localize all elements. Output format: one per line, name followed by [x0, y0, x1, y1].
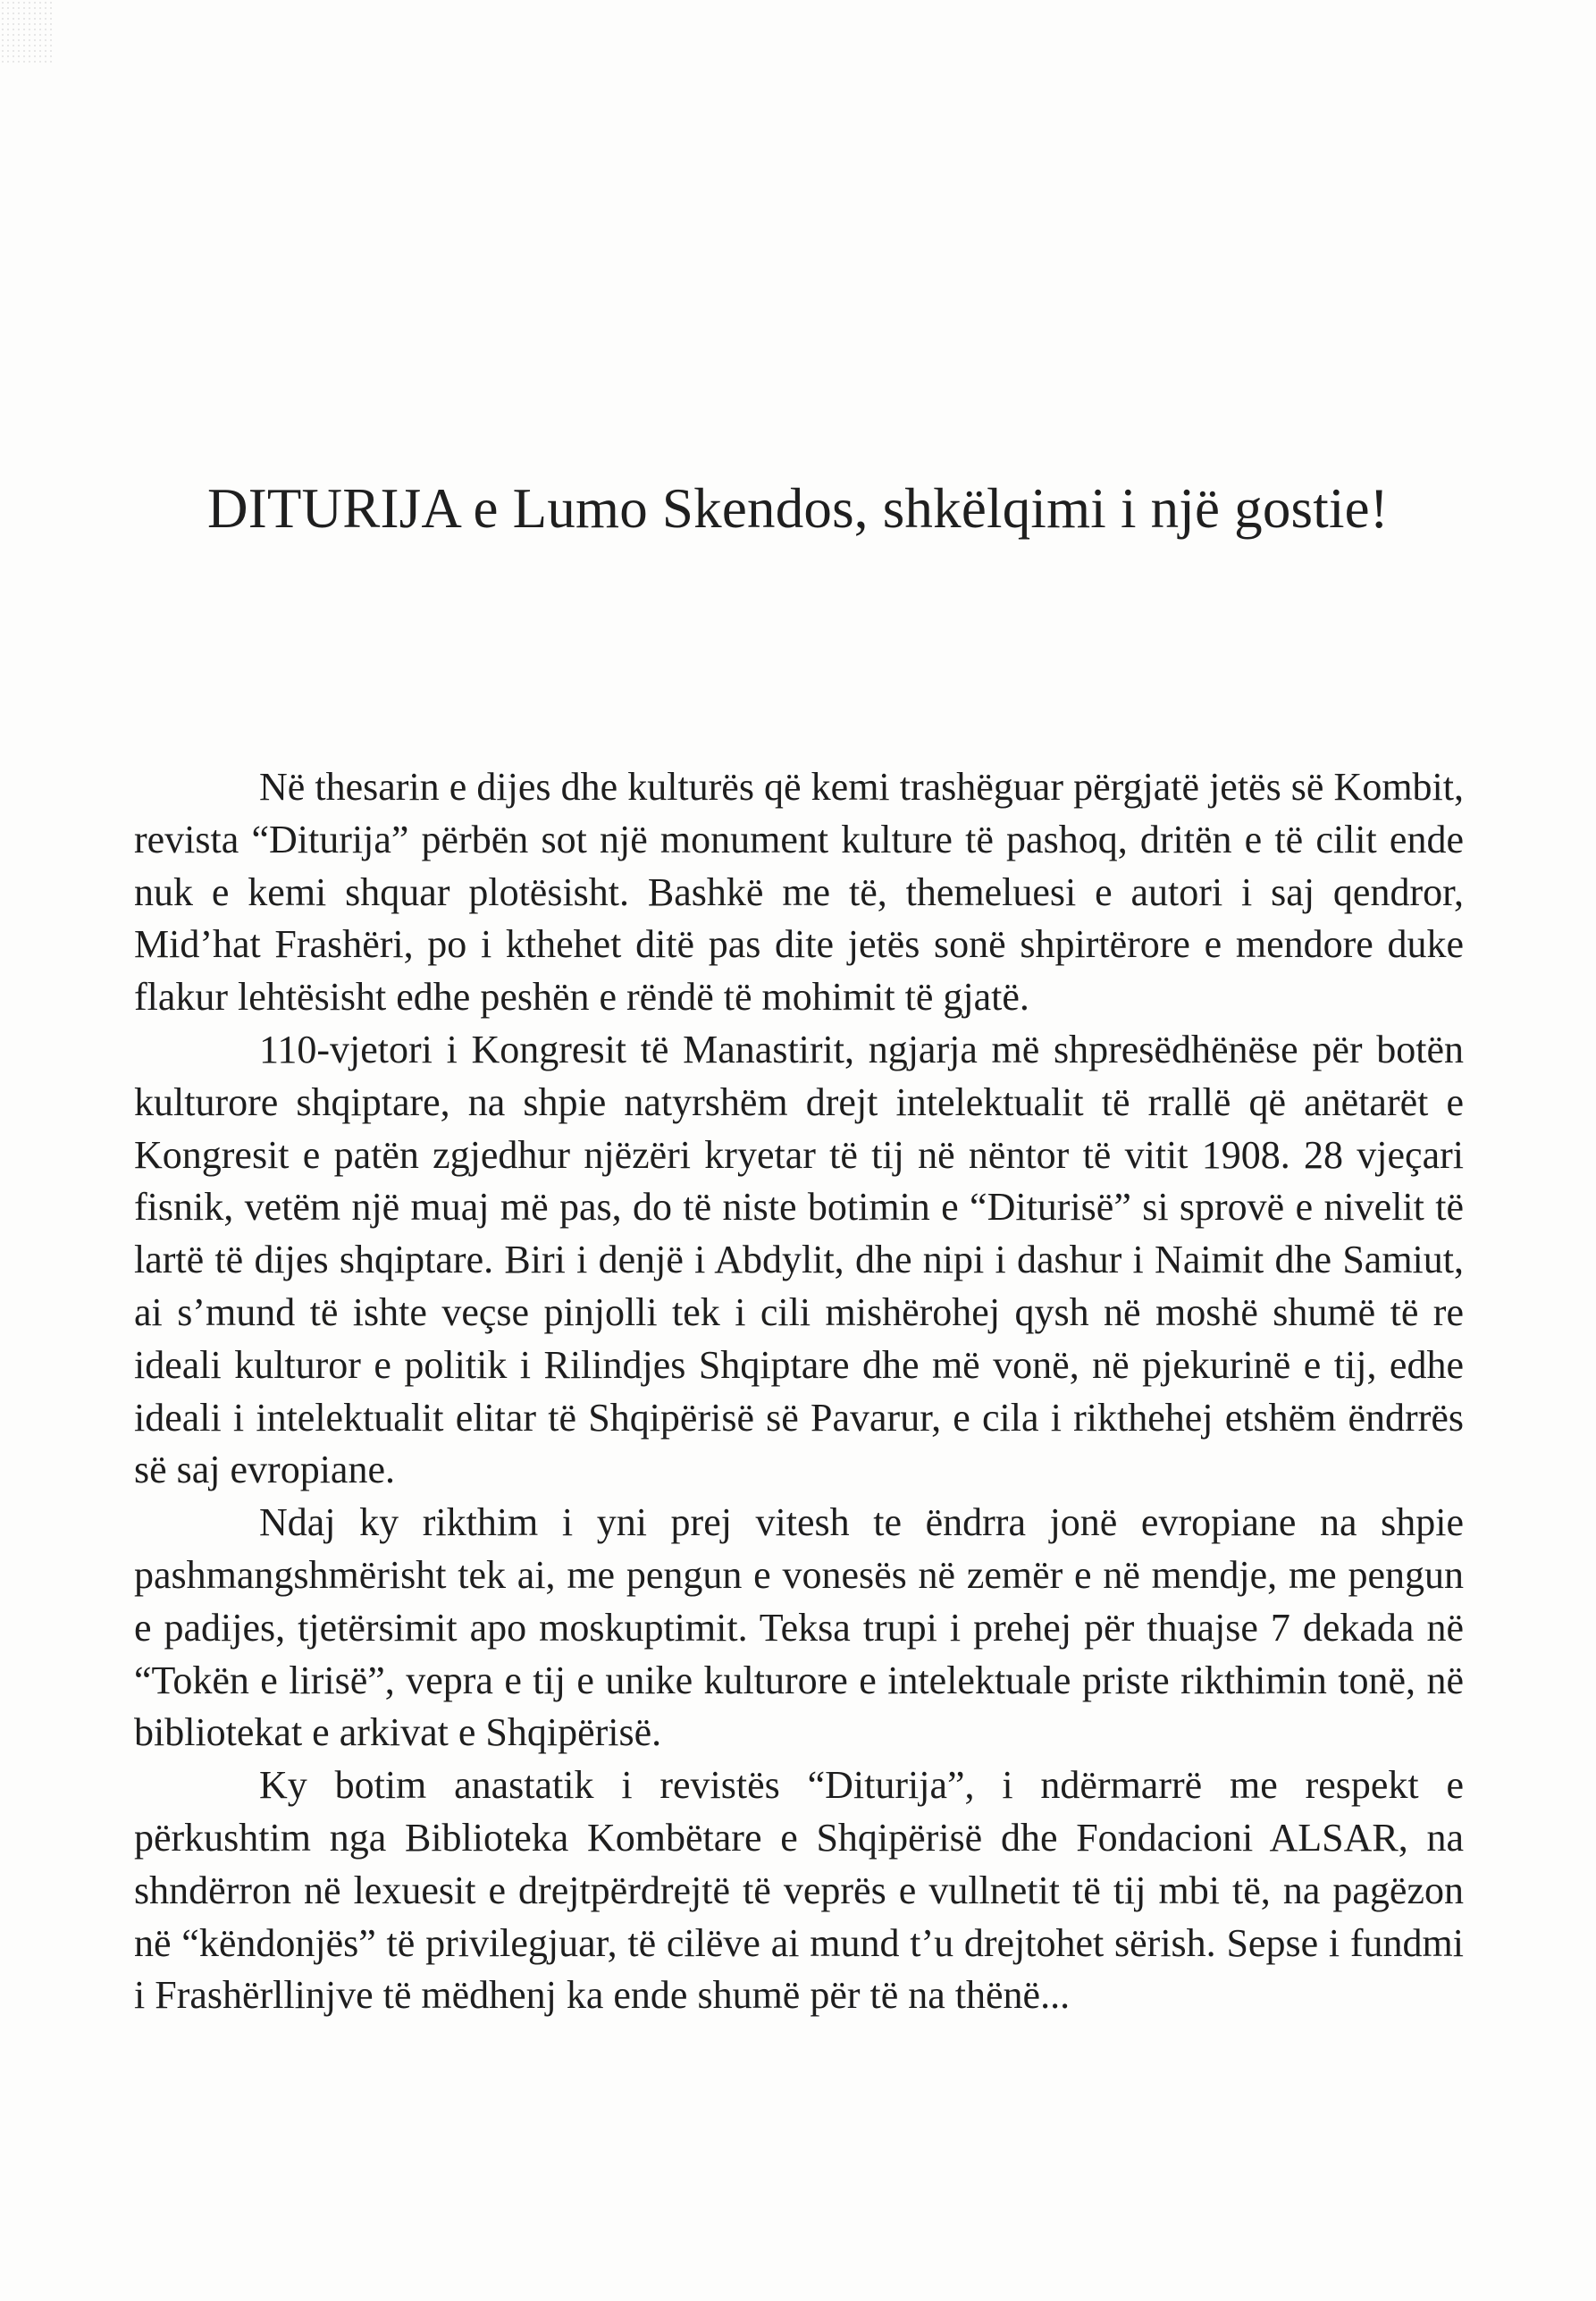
scan-speckle — [0, 0, 54, 63]
paragraph-4: Ky botim anastatik i revistës “Diturija”, i ndërmarrë me respekt e përkushtim nga Biblioteka Kombëtare e Shqipërisë dhe Fondacioni ALSAR, na shndërron në lexuesit e drejtpërdrejtë të veprës e vullnetit të tij mbi të, na pagëzon në “këndonjës” të privilegjuar, të cilëve ai mund t’u drejtohet sërish. Sepse i fundmi i Frashërllinjve të mëdhenj ka ende shumë për të na thënë... — [134, 1763, 1464, 2018]
paragraph-2: 110-vjetori i Kongresit të Manastirit, ngjarja më shpresëdhënëse për botën kulturore shqiptare, na shpie natyrshëm drejt intelektualit të rrallë që anëtarët e Kongresit e patën zgjedhur njëzëri kryetar të tij në nëntor të vitit 1908. 28 vjeçari fisnik, vetëm një muaj më pas, do të niste botimin e “Diturisë” si sprovë e nivelit të lartë të dijes shqiptare. Biri i denjë i Abdylit, dhe nipi i dashur i Naimit dhe Samiut, ai s’mund të ishte veçse pinjolli tek i cili mishërohej qysh në moshë shumë të re ideali kulturor e politik i Rilindjes Shqiptare dhe më vonë, në pjekurinë e tij, edhe ideali i intelektualit elitar të Shqipërisë së Pavarur, e cila i rikthehej etshëm ëndrrës së saj evropiane. — [134, 1027, 1464, 1492]
paragraph-3: Ndaj ky rikthim i yni prej vitesh te ëndrra jonë evropiane na shpie pashmangshmërisht tek ai, me pengun e vonesës në zemër e në mendje, me pengun e padijes, tjetërsimit apo moskuptimit. Teksa trupi i prehej për thuajse 7 dekada në “Tokën e lirisë”, vepra e tij e unike kulturore e intelektuale priste rikthimin tonë, në bibliotekat e arkivat e Shqipërisë. — [134, 1500, 1464, 1755]
body-text — [134, 761, 1464, 2022]
paragraph-1: Në thesarin e dijes dhe kulturës që kemi trashëguar përgjatë jetës së Kombit, revista “Diturija” përbën sot një monument kulture të pashoq, dritën e të cilit ende nuk e kemi shquar plotësisht. Bashkë me të, themeluesi e autori i saj qendror, Mid’hat Frashëri, po i kthehet ditë pas dite jetës sonë shpirtërore e mendore duke flakur lehtësisht edhe peshën e rëndë të mohimit të gjatë. — [134, 765, 1464, 1020]
page-title: DITURIJA e Lumo Skendos, shkëlqimi i një gostie! — [207, 477, 1389, 540]
